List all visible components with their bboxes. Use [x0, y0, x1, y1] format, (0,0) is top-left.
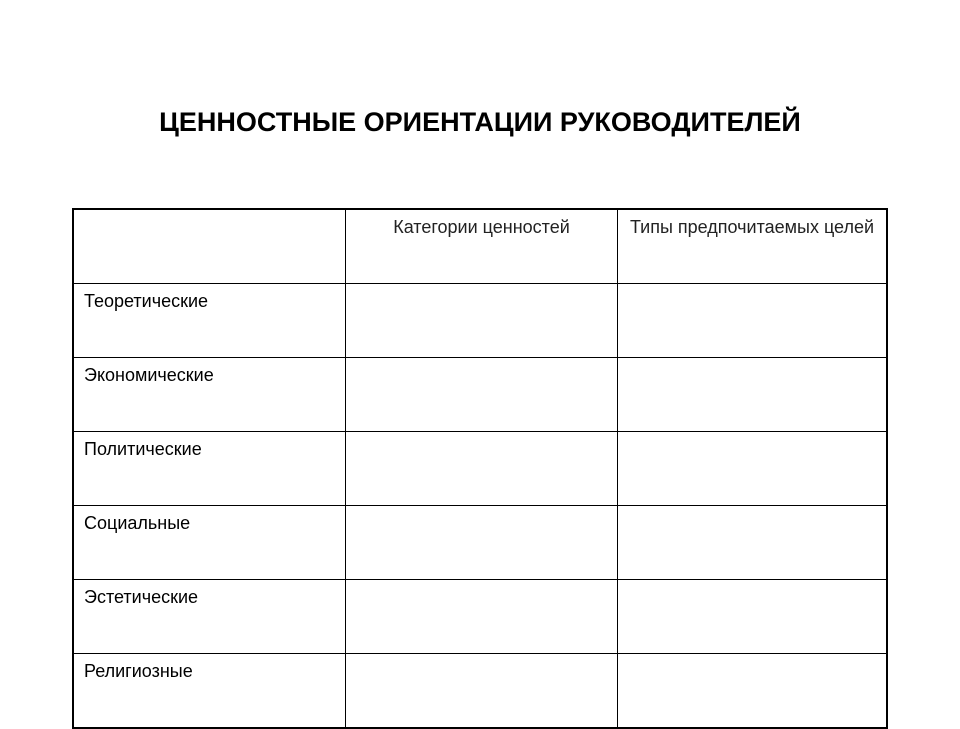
- table-row: [73, 284, 887, 358]
- empty-cell: [618, 358, 888, 432]
- table-row: [73, 506, 887, 580]
- empty-cell: [346, 358, 618, 432]
- header-cell-categories: Категории ценностей: [346, 209, 618, 284]
- table-row: [73, 358, 887, 432]
- empty-cell: [618, 654, 888, 729]
- row-label: Социальные: [73, 506, 346, 580]
- values-table: [72, 208, 888, 729]
- empty-cell: [346, 506, 618, 580]
- empty-cell: [618, 432, 888, 506]
- header-cell-empty: [73, 209, 346, 284]
- table-row: [73, 580, 887, 654]
- row-label: Эстетические: [73, 580, 346, 654]
- table-header-row: [73, 209, 887, 284]
- empty-cell: [618, 580, 888, 654]
- page-title: ЦЕННОСТНЫЕ ОРИЕНТАЦИИ РУКОВОДИТЕЛЕЙ: [159, 107, 801, 137]
- empty-cell: [346, 432, 618, 506]
- empty-cell: [346, 580, 618, 654]
- row-label: Экономические: [73, 358, 346, 432]
- table-row: [73, 654, 887, 729]
- row-label: Политические: [73, 432, 346, 506]
- table-row: [73, 432, 887, 506]
- header-cell-goals: Типы предпочитаемых целей: [618, 209, 888, 284]
- row-label: Религиозные: [73, 654, 346, 729]
- empty-cell: [346, 654, 618, 729]
- empty-cell: [618, 284, 888, 358]
- empty-cell: [618, 506, 888, 580]
- row-label: Теоретические: [73, 284, 346, 358]
- empty-cell: [346, 284, 618, 358]
